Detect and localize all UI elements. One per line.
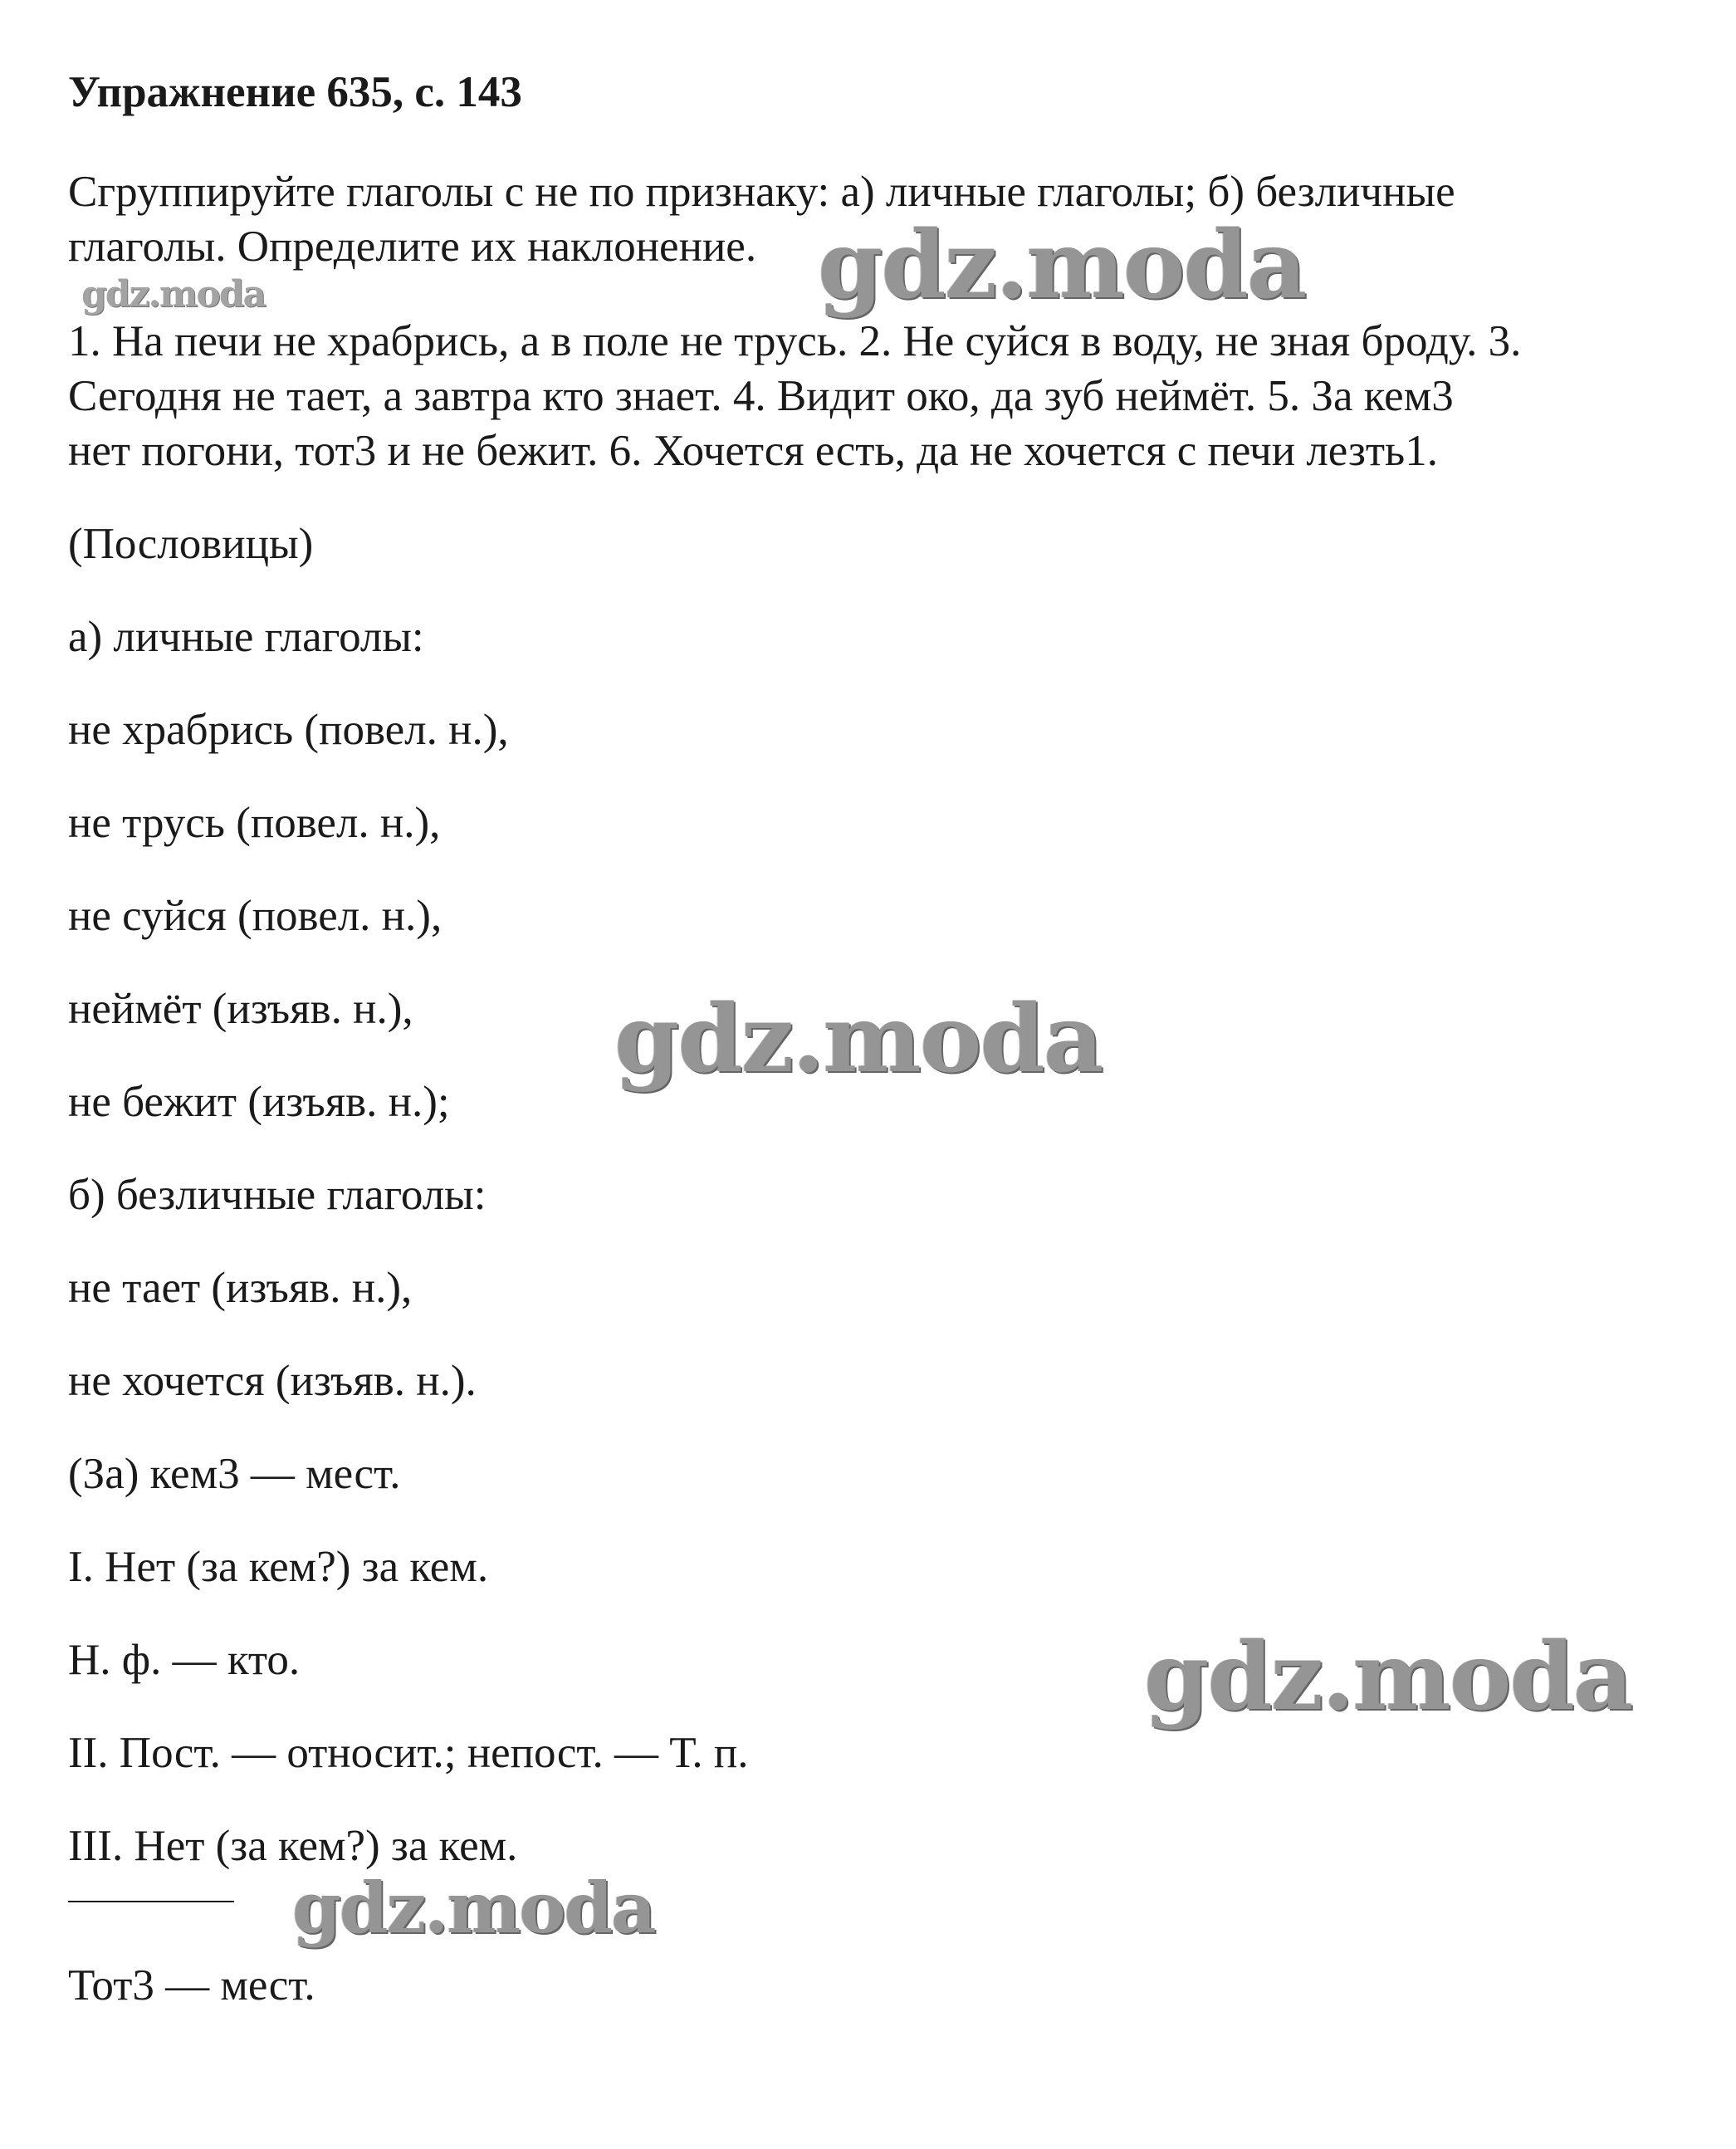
watermark-logo: gdz.moda	[292, 1867, 655, 1949]
watermark-logo: gdz.moda	[614, 985, 1103, 1094]
watermark-logo: gdz.moda	[818, 211, 1306, 320]
personal-item: не бежит (изъяв. н.);	[68, 1078, 450, 1126]
personal-item: не храбрись (повел. н.),	[68, 706, 509, 754]
proverbs-line-2: Сегодня не тает, а завтра кто знает. 4. Видит око, да зуб неймёт. 5. За кем3	[68, 372, 1454, 420]
task-line-2: глаголы. Определите их наклонение.	[68, 223, 757, 271]
personal-heading: а) личные глаголы:	[68, 613, 424, 661]
analysis-line: I. Нет (за кем?) за кем.	[68, 1543, 489, 1591]
personal-item: неймёт (изъяв. н.),	[68, 985, 413, 1033]
analysis-line: Н. ф. — кто.	[68, 1636, 301, 1684]
analysis-line: II. Пост. — относит.; непост. — Т. п.	[68, 1729, 749, 1777]
personal-item: не трусь (повел. н.),	[68, 799, 441, 847]
impersonal-heading: б) безличные глаголы:	[68, 1171, 487, 1219]
analysis-line: (За) кем3 — мест.	[68, 1450, 401, 1498]
impersonal-item: не хочется (изъяв. н.).	[68, 1357, 477, 1405]
task-line-1: Сгруппируйте глаголы с не по признаку: а) личные глаголы; б) безличные	[68, 168, 1455, 216]
proverbs-line-3: нет погони, тот3 и не бежит. 6. Хочется есть, да не хочется с печи лезть1.	[68, 427, 1438, 475]
proverbs-line-1: 1. На печи не храбрись, а в поле не трусь. 2. Не суйся в воду, не зная броду. 3.	[68, 317, 1522, 365]
analysis-line: III. Нет (за кем?) за кем.	[68, 1822, 518, 1870]
exercise-title: Упражнение 635, с. 143	[68, 68, 522, 116]
watermark-logo: gdz.moda	[1144, 1623, 1632, 1731]
watermark-logo: gdz.moda	[81, 273, 266, 316]
personal-item: не суйся (повел. н.),	[68, 892, 443, 940]
horizontal-rule	[68, 1901, 234, 1902]
source-note: (Пословицы)	[68, 520, 314, 568]
impersonal-item: не тает (изъяв. н.),	[68, 1264, 413, 1312]
analysis-last-line: Тот3 — мест.	[68, 1961, 315, 2009]
